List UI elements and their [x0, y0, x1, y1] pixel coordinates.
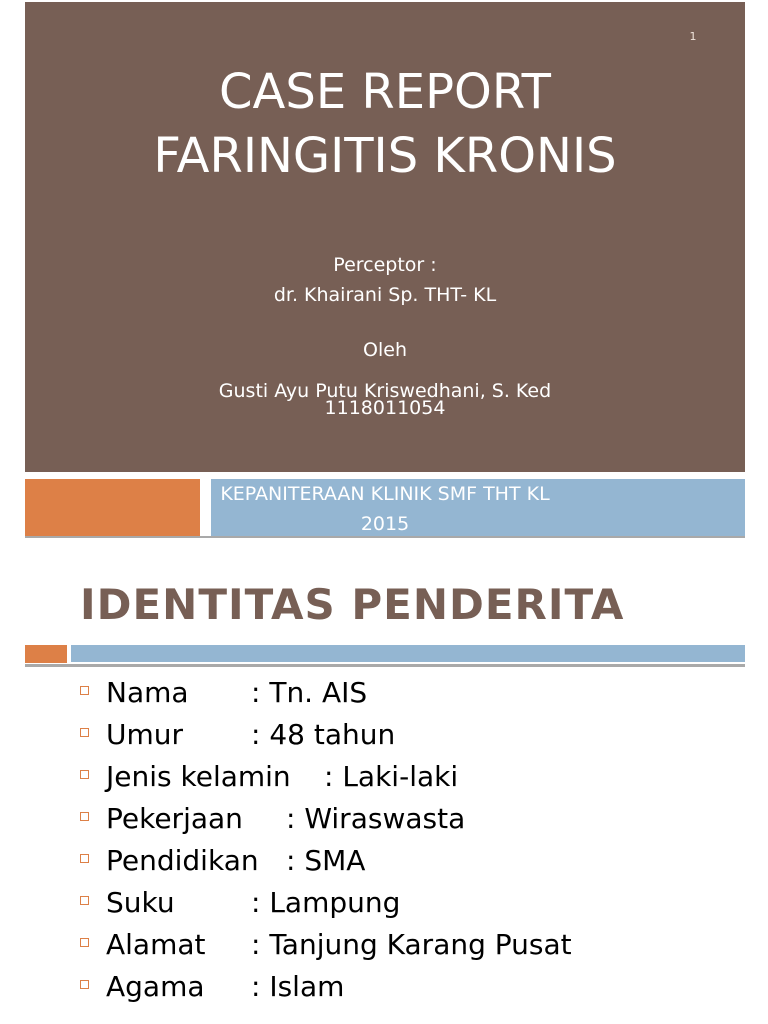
item-value: : Islam: [251, 970, 345, 1003]
hollow-square-bullet-icon: [80, 854, 89, 863]
item-value: : SMA: [286, 844, 366, 877]
perceptor-name: dr. Khairani Sp. THT- KL: [273, 284, 497, 306]
identity-slide: [0, 548, 768, 1024]
list-item-alamat: [80, 924, 572, 966]
hollow-square-bullet-icon: [80, 938, 89, 947]
hollow-square-bullet-icon: [80, 686, 89, 695]
item-value: : Laki-laki: [324, 760, 459, 793]
list-item-pekerjaan: [80, 798, 572, 840]
item-label: Suku: [106, 886, 175, 919]
item-value: : Tn. AIS: [251, 676, 368, 709]
footer-divider: [25, 536, 745, 538]
author-nim: 1118011054: [324, 397, 446, 419]
list-item-nama: [80, 672, 572, 714]
title-line-1: CASE REPORT: [219, 64, 551, 120]
item-label: Pekerjaan: [106, 802, 243, 835]
item-label: Jenis kelamin: [106, 760, 291, 793]
slide-title: IDENTITAS PENDERITA: [80, 580, 625, 629]
item-label: Umur: [106, 718, 184, 751]
hollow-square-bullet-icon: [80, 770, 89, 779]
list-item-agama: [80, 966, 572, 1008]
title-line-2: FARINGITIS KRONIS: [153, 128, 617, 184]
item-value: : 48 tahun: [251, 718, 396, 751]
list-item-suku: [80, 882, 572, 924]
hollow-square-bullet-icon: [80, 728, 89, 737]
page-number: 1: [689, 30, 697, 43]
item-label: Agama: [106, 970, 205, 1003]
author-name: Gusti Ayu Putu Kriswedhani, S. Ked: [218, 380, 552, 402]
item-value: : Lampung: [251, 886, 401, 919]
footer-institution: KEPANITERAAN KLINIK SMF THT KL: [220, 483, 550, 505]
list-item-umur: [80, 714, 572, 756]
title-divider: [25, 664, 745, 667]
perceptor-label: Perceptor :: [333, 254, 437, 276]
item-label: Pendidikan: [106, 844, 259, 877]
title-block: [25, 2, 745, 472]
item-label: Alamat: [106, 928, 206, 961]
hollow-square-bullet-icon: [80, 896, 89, 905]
blue-accent-bar: [71, 645, 745, 662]
hollow-square-bullet-icon: [80, 812, 89, 821]
footer-year: 2015: [360, 513, 410, 535]
identity-list: [80, 672, 572, 1008]
hollow-square-bullet-icon: [80, 980, 89, 989]
list-item-jenis-kelamin: [80, 756, 572, 798]
list-item-pendidikan: [80, 840, 572, 882]
oleh-label: Oleh: [363, 339, 407, 361]
orange-accent-small: [25, 645, 67, 663]
item-label: Nama: [106, 676, 189, 709]
item-value: : Wiraswasta: [286, 802, 466, 835]
item-value: : Tanjung Karang Pusat: [251, 928, 572, 961]
